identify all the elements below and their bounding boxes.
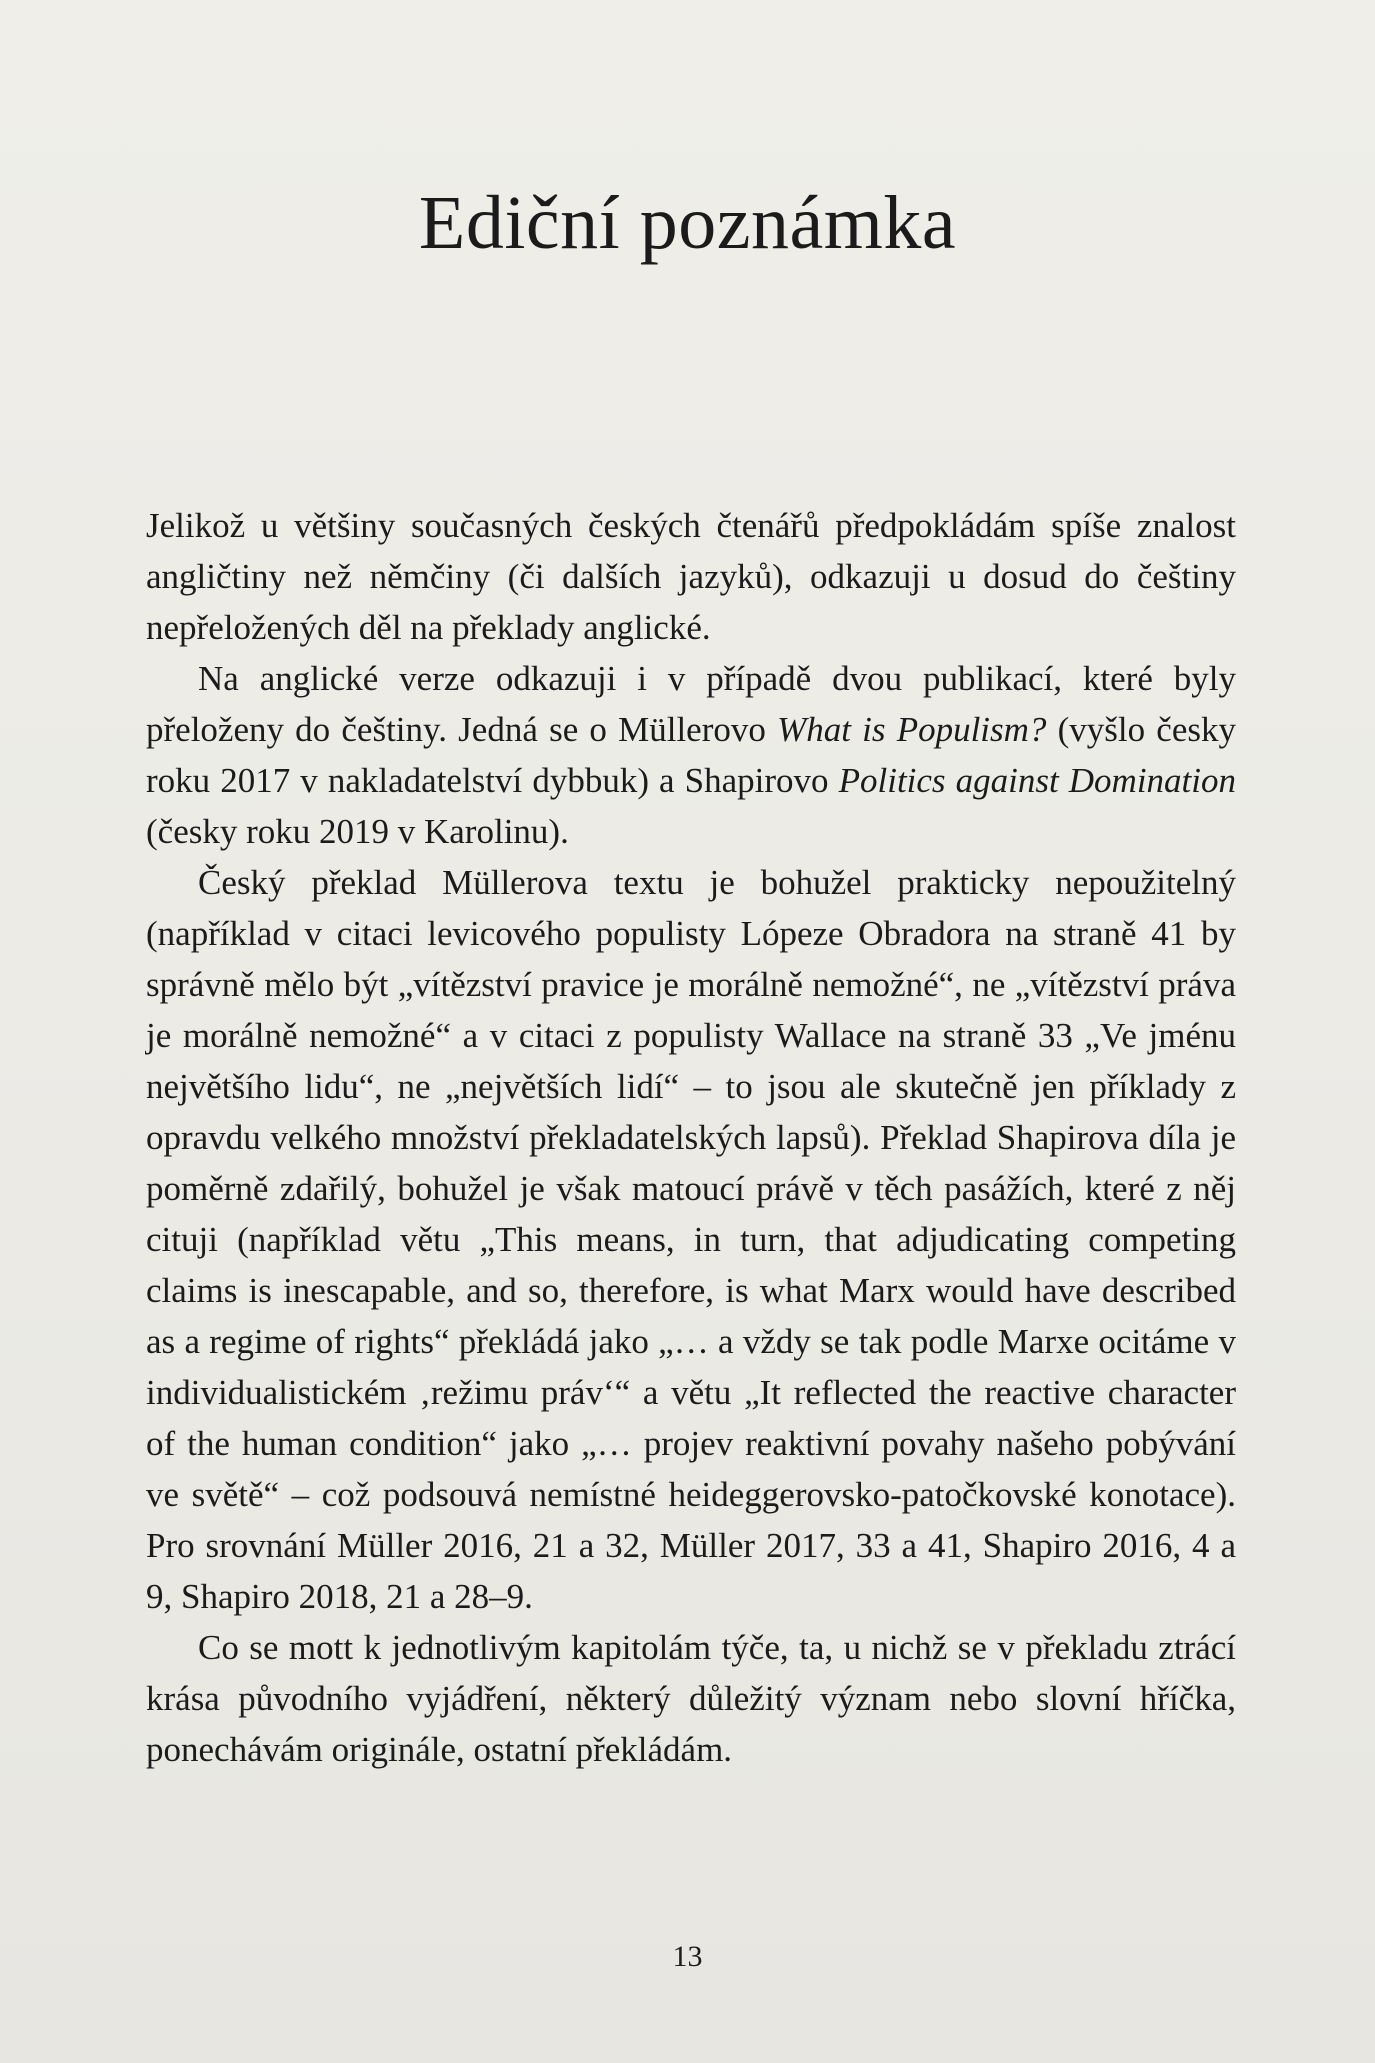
book-title-what-is-populism: What is Populism? xyxy=(777,710,1047,749)
body-text xyxy=(146,500,1236,1775)
paragraph-2-text-c: (česky roku 2019 v Karolinu). xyxy=(146,812,569,851)
book-title-politics-against-domination: Politics against Domination xyxy=(838,761,1236,800)
page-title: Ediční poznámka xyxy=(418,181,957,265)
paragraph-4: Co se mott k jednotlivým kapitolám týče, ta, u nichž se v překladu ztrácí krása původního vyjádření, některý důležitý význam nebo slovní hříčka, ponechávám originále, ostatní překládám. xyxy=(146,1628,1236,1769)
paragraph-2 xyxy=(146,653,1236,857)
paragraph-3: Český překlad Müllerova textu je bohužel prakticky nepoužitelný (například v citaci levicového populisty Lópeze Obradora na straně 41 by správně mělo být „vítězství pravice je morálně nemožné“, ne „vítězství práva je morálně nemožné“ a v citaci z populisty Wallace na straně 33 „Ve jménu největšího lidu“, ne „největších lidí“ – to jsou ale skutečně jen příklady z opravdu velkého množství překladatelských lapsů). Překlad Shapirova díla je poměrně zdařilý, bohužel je však matoucí právě v těch pasážích, které z něj cituji (například větu „This means, in turn, that adjudicating competing claims is inescapable, and so, therefore, is what Marx would have described as a regime of rights“ překládá jako „… a vždy se tak podle Marxe ocitáme v individualistickém ‚režimu práv‘“ a větu „It reflected the reactive character of the human condition“ jako „… projev reaktivní povahy našeho pobývání ve světě“ – což podsouvá nemístné heideggerovsko-patočkovské konotace). Pro srovnání Müller 2016, 21 a 32, Müller 2017, 33 a 41, Shapiro 2016, 4 a 9, Shapiro 2018, 21 a 28–9. xyxy=(146,863,1236,1616)
page-number: 13 xyxy=(672,1940,703,1973)
paragraph-2-text-a: Na anglické verze odkazuji i v případě dvou publikací, které byly přeloženy do češtiny. Jedná se o Müllerovo xyxy=(146,659,1236,749)
paragraph-2-text-b: (vyšlo česky roku 2017 v nakladatelství dybbuk) a Shapirovo xyxy=(146,710,1237,800)
paragraph-1: Jelikož u většiny současných českých čtenářů předpokládám spíše znalost angličtiny než němčiny (či dalších jazyků), odkazuji u dosud do češtiny nepřeložených děl na překlady anglické. xyxy=(146,506,1236,647)
